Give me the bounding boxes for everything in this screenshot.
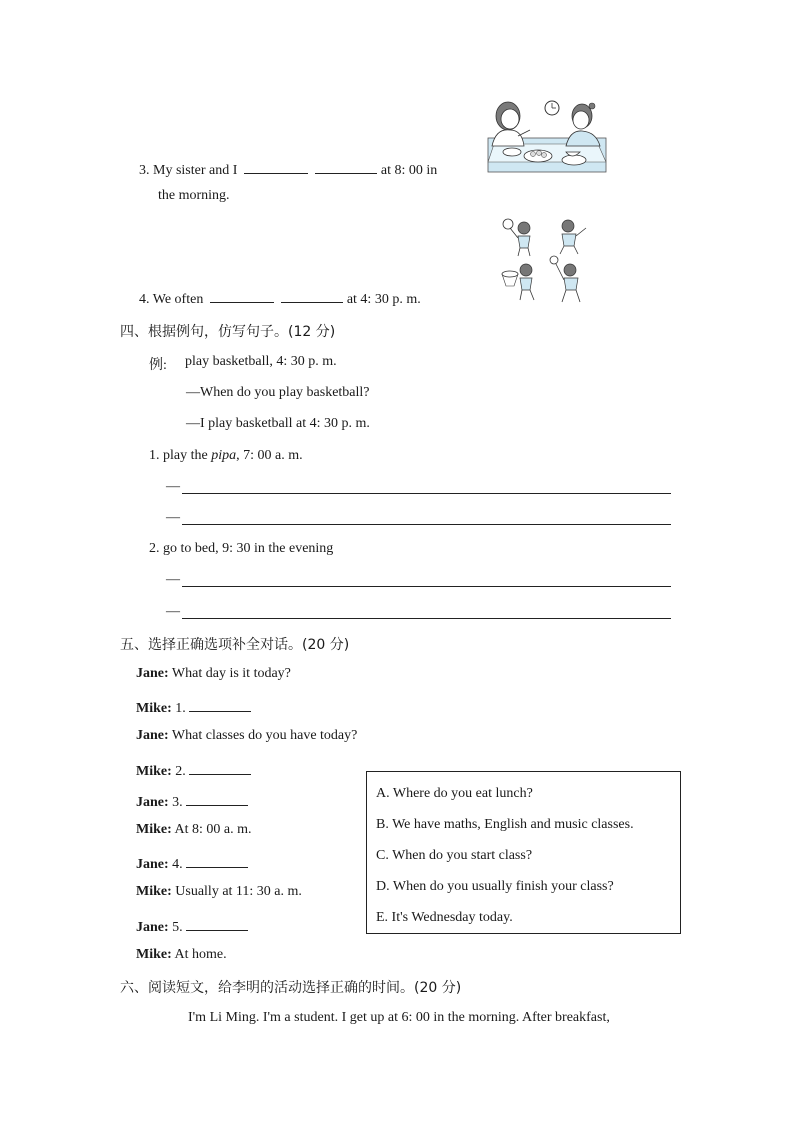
q3-blank-2[interactable] [315, 159, 377, 174]
speaker: Mike: [136, 701, 172, 716]
answer-line[interactable] [182, 524, 671, 525]
options-box [366, 771, 681, 934]
q4-text-before: We often [152, 292, 204, 307]
answer-dash: — [166, 479, 180, 494]
speaker: Jane: [136, 795, 169, 810]
option-d: D. When do you usually finish your class? [376, 879, 614, 894]
answer-dash: — [166, 510, 180, 525]
speaker: Jane: [136, 666, 169, 681]
example-label: 例: [149, 358, 167, 373]
dialogue-text: Usually at 11: 30 a. m. [175, 884, 302, 899]
speaker: Mike: [136, 764, 172, 779]
dialogue-text: At 8: 00 a. m. [174, 822, 252, 837]
dialogue-number: 4. [172, 857, 183, 872]
dialogue-blank-5[interactable] [186, 916, 248, 931]
q3-line-2: the morning. [158, 188, 230, 203]
speaker: Mike: [136, 822, 172, 837]
dialogue-blank-2[interactable] [189, 760, 251, 775]
option-a: A. Where do you eat lunch? [376, 786, 533, 801]
dialogue-number: 1. [175, 701, 186, 716]
dialogue-number: 2. [175, 764, 186, 779]
answer-line[interactable] [182, 586, 671, 587]
s4-item-1-text-b: , 7: 00 a. m. [236, 448, 303, 463]
dialogue-line [136, 697, 251, 717]
s4-item-1-text-a: play the [163, 448, 212, 463]
speaker: Jane: [136, 857, 169, 872]
basketball-illustration [498, 214, 594, 306]
dialogue-number: 5. [172, 920, 183, 935]
dialogue-text: At home. [174, 947, 227, 962]
speaker: Jane: [136, 920, 169, 935]
option-b: B. We have maths, English and music classes. [376, 817, 634, 832]
dialogue-line [136, 916, 248, 936]
q3-number: 3. [139, 163, 150, 178]
section-5-heading: 五、选择正确选项补全对话。(20 分) [120, 637, 350, 653]
dialogue-number: 3. [172, 795, 183, 810]
dialogue-blank-1[interactable] [189, 697, 251, 712]
dialogue-line [136, 728, 357, 744]
q4-number: 4. [139, 292, 150, 307]
dialogue-line [136, 822, 252, 838]
section-4-heading: 四、根据例句，仿写句子。(12 分) [120, 324, 336, 340]
question-4 [139, 288, 421, 308]
s4-item-2-text: go to bed, 9: 30 in the evening [163, 541, 334, 556]
question-3 [139, 159, 437, 179]
dialogue-line [136, 947, 227, 963]
q4-blank-1[interactable] [210, 288, 274, 303]
dialogue-text: What classes do you have today? [171, 728, 358, 743]
dialogue-blank-4[interactable] [186, 853, 248, 868]
answer-dash: — [166, 572, 180, 587]
q4-text-after: at 4: 30 p. m. [346, 292, 421, 307]
dialogue-line [136, 791, 248, 811]
dialogue-blank-3[interactable] [186, 791, 248, 806]
s4-item-2 [149, 541, 333, 557]
dialogue-line [136, 666, 291, 682]
answer-dash: — [166, 604, 180, 619]
dialogue-line [136, 884, 302, 900]
dialogue-text: What day is it today? [171, 666, 291, 681]
s4-item-1 [149, 448, 303, 464]
q4-blank-2[interactable] [281, 288, 343, 303]
dialogue-line [136, 760, 251, 780]
example-answer: —I play basketball at 4: 30 p. m. [186, 416, 370, 431]
ball-icon [503, 219, 513, 229]
q3-text-after: at 8: 00 in [380, 163, 438, 178]
speaker: Jane: [136, 728, 169, 743]
example-question: —When do you play basketball? [186, 385, 370, 400]
s4-item-1-number: 1. [149, 448, 160, 463]
dialogue-line [136, 853, 248, 873]
example-prompt: play basketball, 4: 30 p. m. [185, 354, 337, 369]
breakfast-illustration [486, 96, 610, 174]
option-e: E. It's Wednesday today. [376, 910, 513, 925]
passage-line-1: I'm Li Ming. I'm a student. I get up at 6: 00 in the morning. After breakfast, [188, 1010, 610, 1025]
s4-item-1-italic: pipa [211, 448, 237, 463]
option-c: C. When do you start class? [376, 848, 533, 863]
speaker: Mike: [136, 947, 172, 962]
answer-line[interactable] [182, 493, 671, 494]
q3-text-before: My sister and I [153, 163, 238, 178]
speaker: Mike: [136, 884, 172, 899]
section-6-heading: 六、阅读短文，给李明的活动选择正确的时间。(20 分) [120, 980, 462, 996]
s4-item-2-number: 2. [149, 541, 160, 556]
answer-line[interactable] [182, 618, 671, 619]
q3-blank-1[interactable] [244, 159, 308, 174]
